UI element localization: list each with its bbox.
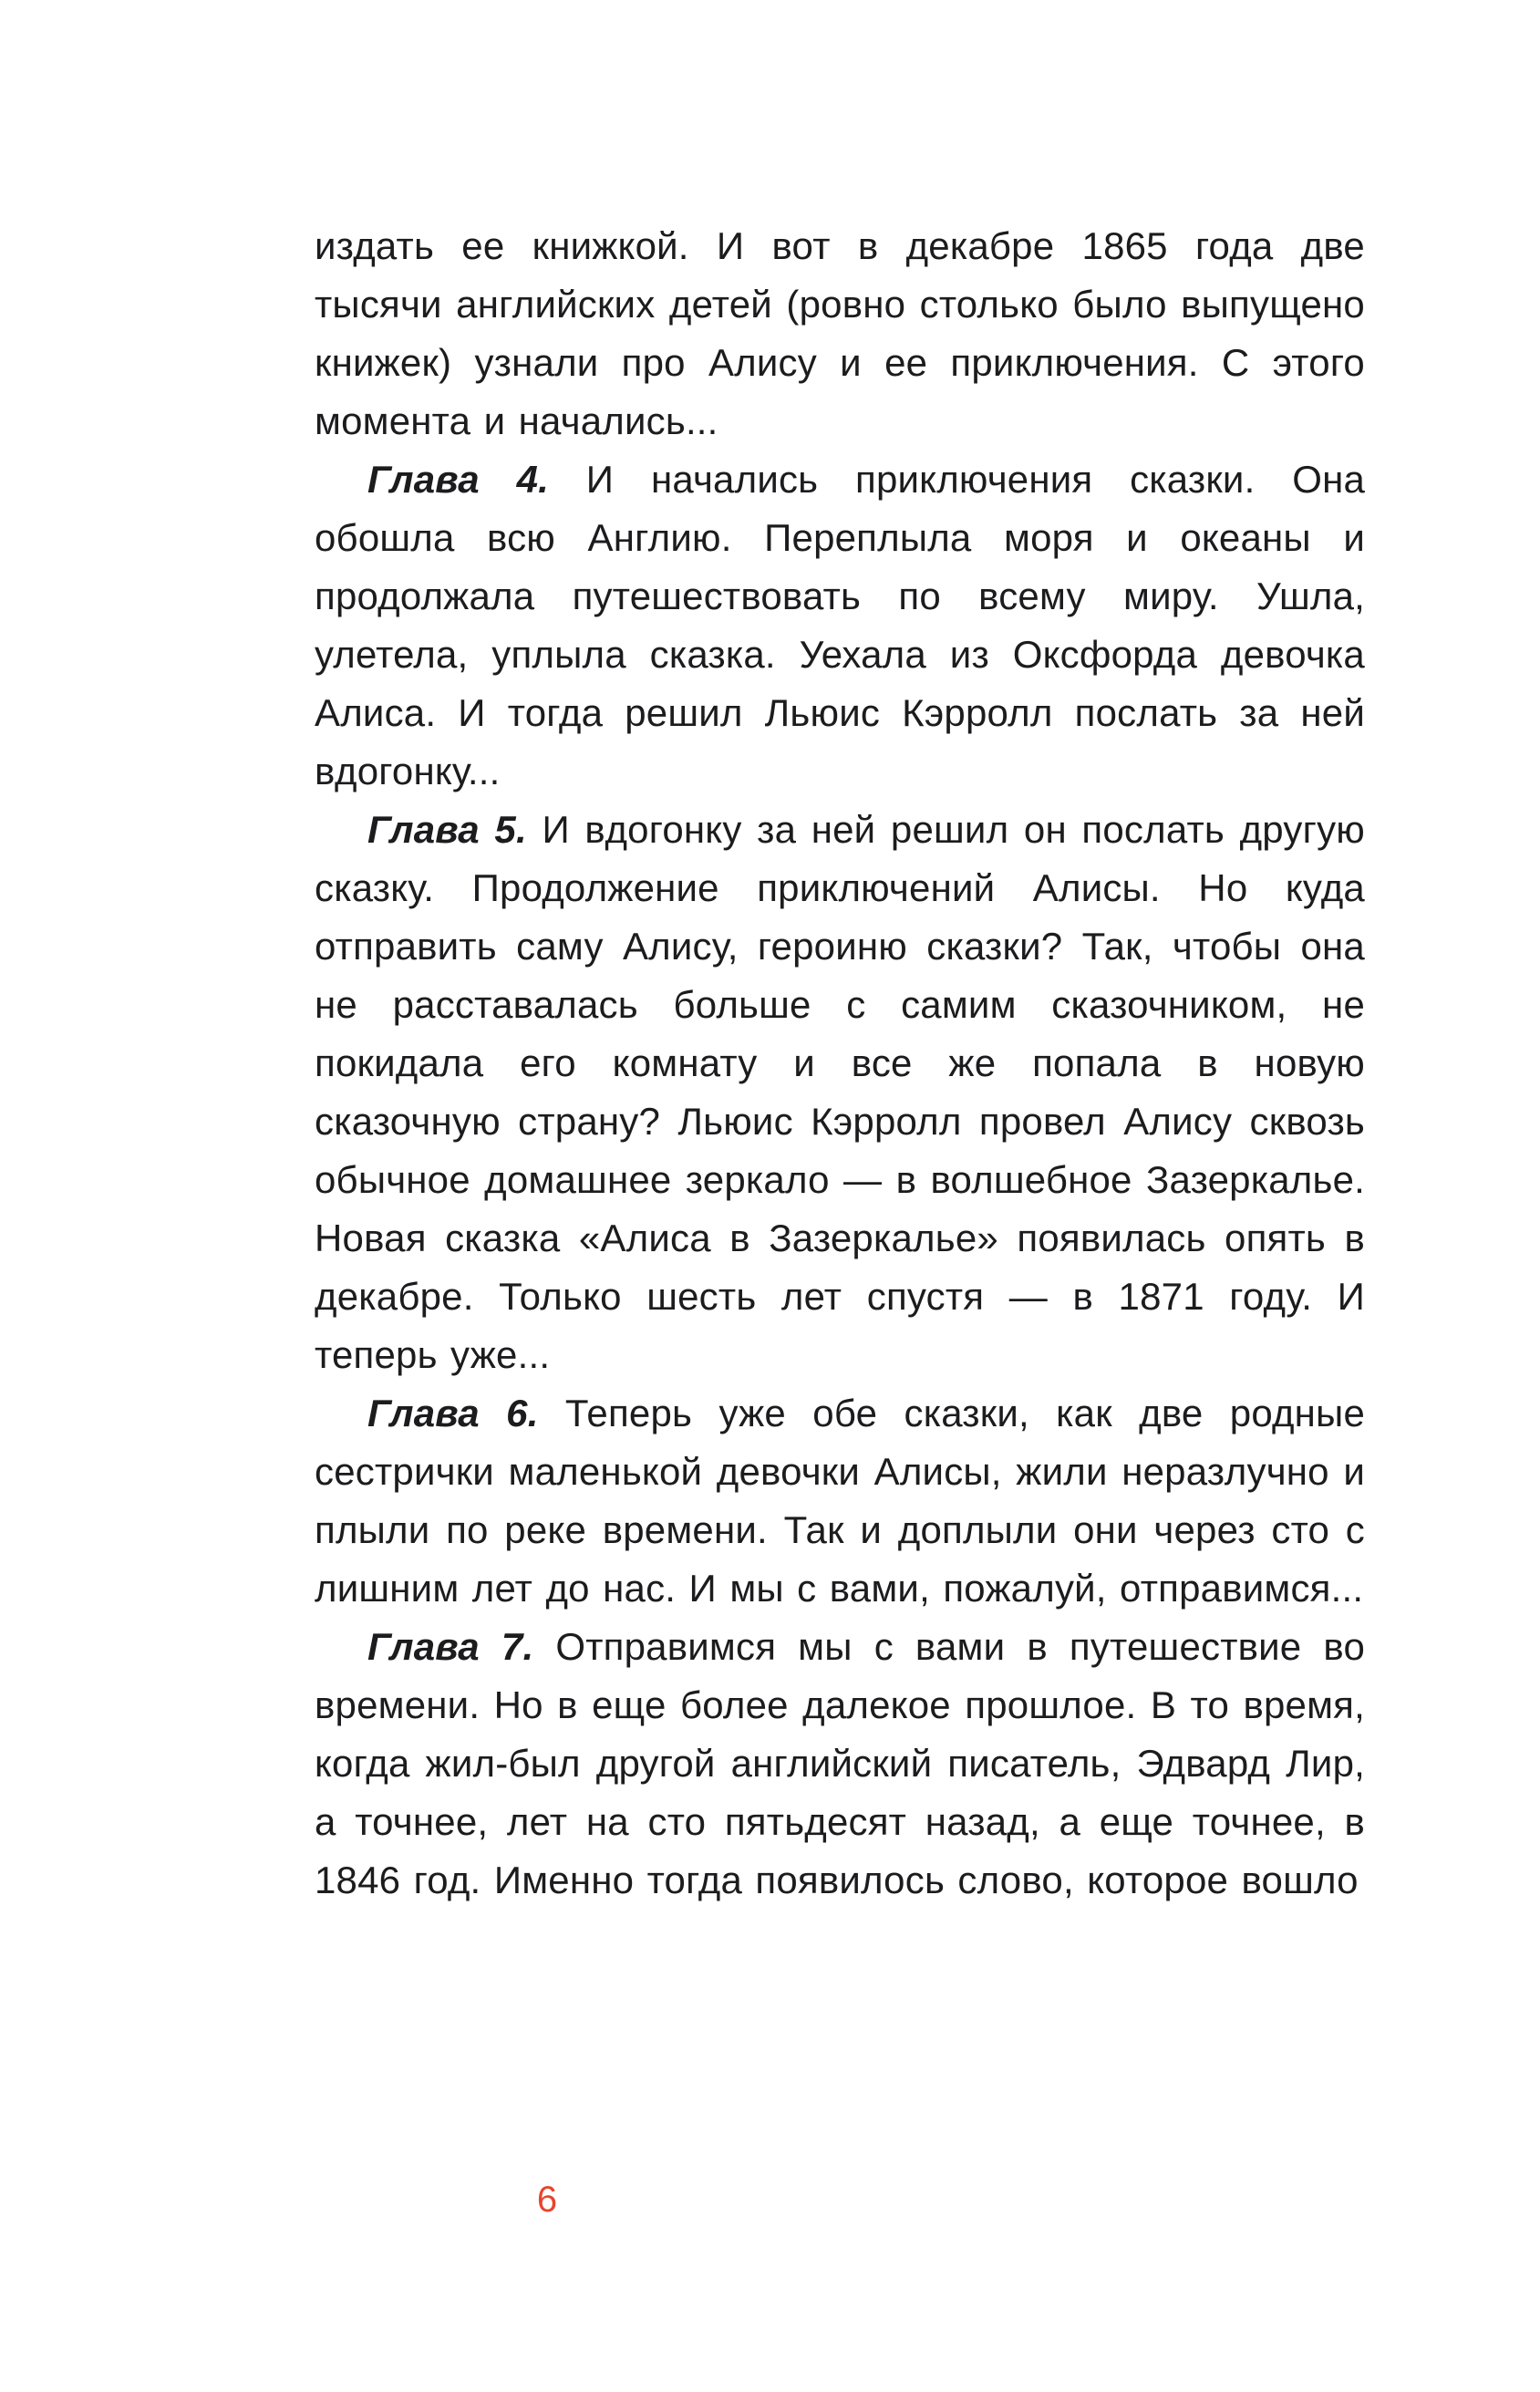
- chapter-heading: Глава 6.: [367, 1392, 539, 1434]
- paragraph-text: издать ее книжкой. И вот в декабре 1865 года две тысячи английских детей (ровно столько было выпущено книжек) узнали про Алису и ее приключения. С этого момента и начались...: [315, 224, 1365, 442]
- paragraph-text: И вдогонку за ней решил он послать другую сказку. Продолжение приключений Алисы. Но куда отправить саму Алису, героиню сказки? Так, чтобы она не расставалась больше с самим сказочником, не покидала его комнату и все же попала в новую сказочную страну? Льюис Кэрролл провел Алису сквозь обычное домашнее зеркало — в волшебное Зазеркалье. Новая сказка «Алиса в Зазеркалье» появилась опять в декабре. Только шесть лет спустя — в 1871 году. И теперь уже...: [315, 808, 1365, 1376]
- chapter-heading: Глава 4.: [367, 458, 550, 501]
- paragraph-text: Отправимся мы с вами в путешествие во времени. Но в еще более далекое прошлое. В то время, когда жил-был другой английский писатель, Эдвард Лир, а точнее, лет на сто пятьдесят назад, а еще точнее, в 1846 год. Именно тогда появилось слово, которое вошло: [315, 1625, 1366, 1901]
- paragraph-text: И начались приключения сказки. Она обошла всю Англию. Переплыла моря и океаны и продолжала путешествовать по всему миру. Ушла, улетела, уплыла сказка. Уехала из Оксфорда девочка Алиса. И тогда решил Льюис Кэрролл послать за ней вдогонку...: [315, 458, 1366, 792]
- page-number: 6: [536, 2180, 558, 2220]
- paragraph: [315, 1384, 1365, 1618]
- chapter-heading: Глава 5.: [367, 808, 527, 851]
- text-block: [315, 217, 1365, 1910]
- paragraph: [315, 450, 1365, 801]
- chapter-heading: Глава 7.: [367, 1625, 534, 1668]
- paragraph: [315, 801, 1365, 1384]
- paragraph: [315, 217, 1365, 450]
- paragraph-text: Теперь уже обе сказки, как две родные сестрички маленькой девочки Алисы, жили неразлучно и плыли по реке времени. Так и доплыли они через сто с лишним лет до нас. И мы с вами, пожалуй, отправимся...: [315, 1392, 1366, 1610]
- paragraph: [315, 1618, 1365, 1910]
